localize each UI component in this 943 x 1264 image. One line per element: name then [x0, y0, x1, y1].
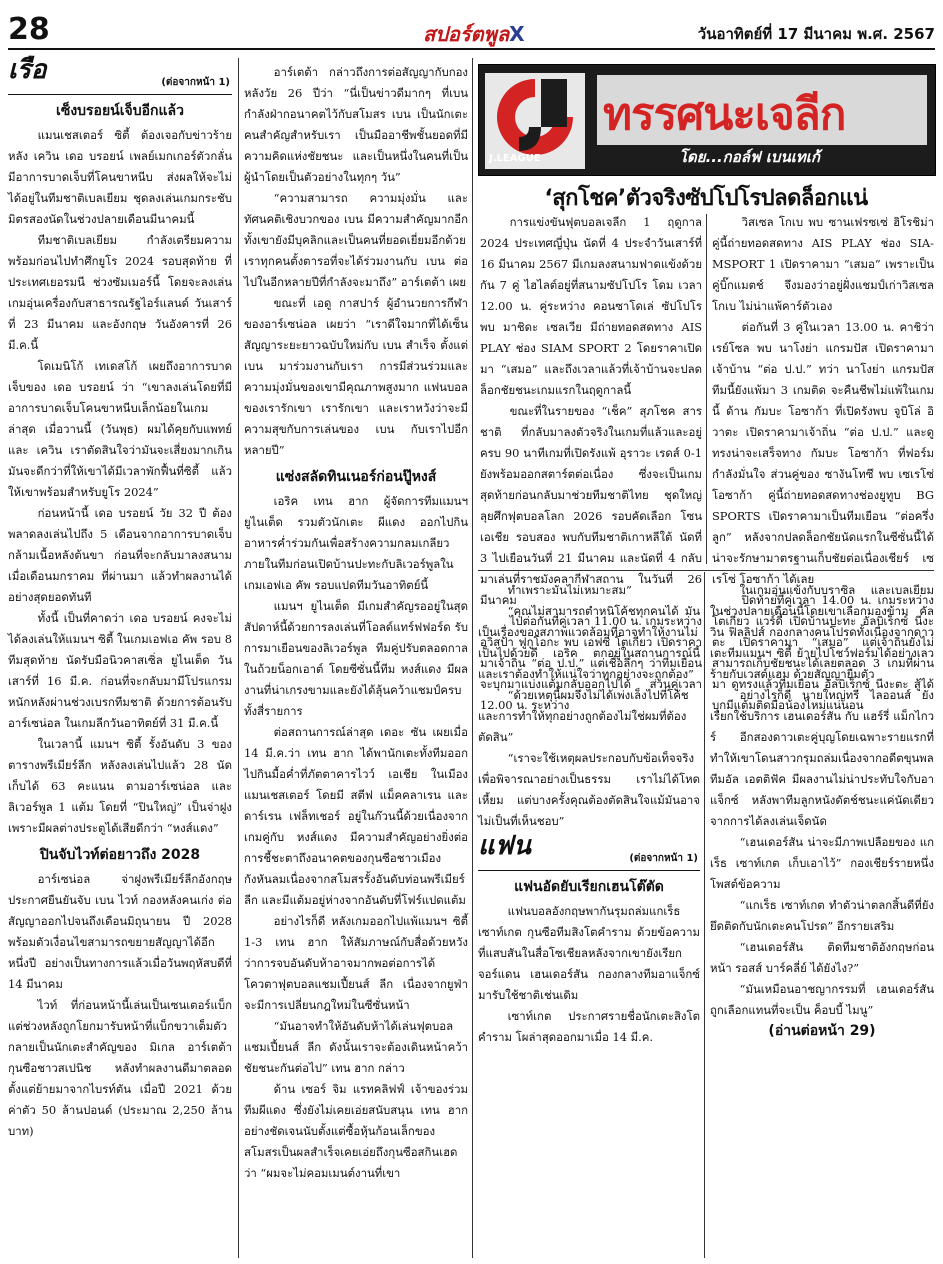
paragraph: เซาท์เกต ประกาศรายชื่อนักเตะสิงโตคำราม โผล่าสุดออกมาเมื่อ 14 มี.ค. — [478, 1009, 700, 1044]
section-title: แฟน — [478, 831, 531, 861]
paragraph: ต่อสถานการณ์ล่าสุด เดอะ ซัน เผยเมื่อ 14 มี.ค.ว่า เทน ฮาก ได้พานักเตะทั้งทีมออกไปกินมื้อค่ำที่ภัตตาคารไวว์ เอเชีย ในเมืองแมนเชสเตอร์ โดยมี สตีฟ แม็คคลาเรน และ ดาร์เรน เฟล็ทเชอร์ อยู่ในก๊วนนี้ด้วยเนื่องจากเกมคู่กับ หงส์แดง มีความสำคัญอย่างยิ่งต่อการชี้ชะตาถึงอนาคตของกุนซือชาวเมืองกังหันลมเนื่องจากสโมสรรั้งอันดับท่อนพรีเมียร์ลีก และมีแต้มอยู่ห่างจากอันดับที่โฟร์แปดแต้ม — [244, 725, 468, 907]
paragraph: “มันอาจทำให้อันดับห้าได้เล่นฟุตบอลแชมเปี้ยนส์ ลีก ดังนั้นเราจะต้องเดินหน้าคว้าชัยชนะกันต่อไป” เทน ฮาก กล่าว — [244, 1019, 468, 1075]
paragraph: “เราจะใช้เหตุผลประกอบกับข้อเท็จจริงเพื่อพิจารณาอย่างเป็นธรรม เราไม่ได้โหดเหี้ยม แต่บางครั้งคุณต้องตัดสินใจแม้มันอาจไม่เป็นที่เห็นชอบ” — [478, 751, 700, 828]
column-1 — [8, 55, 232, 1258]
article-heading: แฟนอัดยับเรียกเฮนโต๊ตัด — [514, 879, 664, 895]
continued-label: (ต่อจากหน้า 1) — [629, 853, 698, 864]
paragraph: อาร์เซน่อล จ่าฝูงพรีเมียร์ลีกอังกฤษ ประกาศยืนยันจับ เบน ไวท์ กองหลังคนเก่ง ต่อสัญญาออกไปจนถึงเดือนมิถุนายน ปี 2028 พร้อมตัวเงื่อนไขสามารถขยายสัญญาได้อีกหนึ่งปี อย่างเป็นทางการแล้วเมื่อวันพฤหัสบดีที่ 14 มีนาคม — [8, 872, 232, 991]
paragraph: แฟนบอลอังกฤษพากันรุมถล่มแกเร็ธ เซาท์เกต กุนซือทีมสิงโตคำราม ด้วยข้อความที่แสบสันในสื่อโซเชียลหลังจากเขายังเรียก จอร์แดน เฮนเดอร์สัน กองกลางทีมอาแจ็กซ์ มารับใช้ชาติเช่นเดิม — [478, 904, 700, 1002]
paragraph: ในเวลานี้ แมนฯ ซิตี้ รั้งอันดับ 3 ของตารางพรีเมียร์ลีก หลังลงเล่นไปแล้ว 28 นัด เก็บได้ 63 คะแนน ตามอาร์เซน่อล และลิเวอร์พูล 1 แต้ม โดยที่ “ปินใหญ่” เป็นจ่าฝูงเพราะมีผลต่างประตูได้เสียดีกว่า “หงส์แดง” — [8, 737, 232, 835]
paragraph: “ความสามารถ ความมุ่งมั่น และทัศนคติเชิงบวกของ เบน มีความสำคัญมากอีกทั้งเขายังมีบุคลิกและเป็นคนที่ยอดเยี่ยมอีกด้วย เราทุกคนตั้งตารอที่จะได้ร่วมงานกับ เบน ต่อไปในอีกหลายปีที่กำลังจะมาถึง” อาร์เตต้า เผย — [244, 191, 468, 289]
paragraph: วิสเซล โกเบ พบ ซานเฟรซเซ่ ฮิโรชิม่า คู่นี้ถ่ายทอดสดทาง AIS PLAY ช่อง SIA-MSPORT 1 เปิดราคามา “เสมอ” เพราะเป็นคู่บิ๊กแมตช์ จึงมองว่าอยู่ฝั่งแชมป์เก่าวิสเซล โกเบ ไม่น่าแพ้คาร์ตัวเอง — [712, 215, 934, 313]
paragraph: “คุณไม่สามารถตำหนิโค้ชทุกคนได้ มันเป็นเรื่องของสภาพแวดล้อมที่อาจทำให้งานไม่เป็นไปด้วยดี เอริค ตกอยู่ในสถานการณ์นี้ และเราต้องทำให้แน่ใจว่าทุกอย่างจะถูกต้อง” — [478, 604, 700, 681]
section-header — [8, 55, 232, 95]
paragraph: อาร์เตต้า กล่าวถึงการต่อสัญญากับกองหลังวัย 26 ปีว่า “นี่เป็นข่าวดีมากๆ ที่เบน กำลังฝ่ากอนาคตไว้กับสโมสร เบน เป็นนักเตะคนสำคัญสำหรับเรา เป็นมืออาชีพชั้นยอดที่มีความคิดแห่งชัยชนะ และเป็นหนึ่งในคนที่เป็นผู้นำโดยเป็นตัวอย่างในทุกๆ วัน” — [244, 65, 468, 184]
column-divider — [238, 58, 239, 1258]
page-number: 28 — [8, 12, 50, 47]
column-4 — [710, 580, 934, 1258]
paragraph: “ด้วยเหตุนี้ผมจึงไม่ได้เพ่งเล็งไปที่โค้ช และการทำให้ทุกอย่างถูกต้องไม่ใช่ผมที่ต้องตัดสิน” — [478, 688, 689, 744]
paragraph: อย่างไรก็ดี หลังเกมออกไปแพ้แมนฯ ซิตี้ 1-3 เทน ฮาก ให้สัมภาษณ์กับสื่อด้วยหวังว่าการจบอันดับห้าอาจมากพอต่อการได้โควตาฟุตบอลแชมเปี้ยนส์ ลีก เนื่องจากยูฟ่า จะมีการเปลี่ยนกฎใหม่ในซีซั่นหน้า — [244, 914, 468, 1012]
banner-byline: โดย...กอล์ฟ เบนเทเก้ — [679, 148, 820, 166]
page-header — [8, 8, 935, 50]
paragraph: ไวท์ ที่ก่อนหน้านี้เล่นเป็นเซนเตอร์แบ็กแต่ช่วงหลังถูกโยกมารับหน้าที่แบ็กขวาเต็มตัว กลายเป็นนักเตะสำคัญของ มิเกล อาร์เตต้า กุนซือชาวสเปนิช หลังทำผลงานดีมาตลอดตั้งแต่ย้ายมาจากไบรท์ตัน เมื่อปี 2021 ด้วยค่าตัว 50 ล้านปอนด์ (ประมาณ 2,250 ล้านบาท) — [8, 998, 232, 1138]
logo-text: สปอร์ตพูล — [423, 22, 510, 46]
paragraph: ทั้งนี้ เป็นที่คาดว่า เดอ บรอยน์ คงจะไม่ได้ลงเล่นให้แมนฯ ซิตี้ ในเกมเอฟเอ คัพ รอบ 8 ทีมสุดท้าย นัดรับมือนิวคาสเซิ่ล ยูไนเต็ด วันเสาร์ที่ 16 มี.ค. ก่อนที่จะกลับมามีโปรแกรมหนักหลังผ่านช่วงเบรกทีมชาติ ด้วยการต้อนรับอาร์เซน่อล ในเกมลีกวันอาทิตย์ที่ 31 มี.ค.นี้ — [8, 611, 232, 730]
feature-bottom-rule — [478, 570, 934, 571]
paragraph: โดเมนิโก้ เทเดสโก้ เผยถึงอาการบาดเจ็บของ เดอ บรอยน์ ว่า “เขาลงเล่นโดยที่มีอาการบาดเจ็บโคนขาหนีบเล็กน้อยในเกมล่าสุด เมื่อวานนี้ (วันพุธ) ผมได้คุยกับแพทย์ และ เควิน เราตัดสินใจว่ามันจะเสี่ยงมากเกิน มันจะดีกว่าที่ให้เขาได้มีเวลาพักฟื้นที่ซิตี้ แล้วให้เขาพร้อมสำหรับยูโร 2024” — [8, 359, 232, 499]
league-label: J.LEAGUE — [489, 153, 541, 164]
paragraph: อย่างไรก็ดี นายใหญ่ทรี ไลออนส์ ยังเรียกใช้บริการ เฮนเดอร์สัน กับ แฮร์รี่ แม็กไกวร์ อีกสองดาวเตะคู่บุญโดยเฉพาะรายแรกที่ทำให้เขาโดนสาวกรุมถล่มเนื่องจากอดีตขุนพลทีมอัล เอตติฟัค มีผลงานไม่น่าประทับใจกับอาแจ็กซ์ หลังพาทีมลูกหนังดัตช์ชนะแค่นัดเดียวจากการได้ลงเล่นเจ็ดนัด — [710, 688, 934, 828]
paragraph: “แกเร็ธ เซาท์เกต ทำตัวน่าตลกสิ้นดีที่ยังยึดติดกับนักเตะคนโปรด” อีกรายเสริม — [710, 898, 934, 933]
continued-on-page: (อ่านต่อหน้า 29) — [768, 1023, 876, 1039]
paragraph: ก่อนหน้านี้ เดอ บรอยน์ วัย 32 ปี ต้องพลาดลงเล่นไปถึง 5 เดือนจากอาการบาดเจ็บกล้ามเนื้อหลังต้นขา ก่อนที่จะกลับมาลงสนามเมื่อเดือนมกราคม ที่ผ่านมา แล้วทำผลงานได้อย่างสุดยอดทันที — [8, 506, 232, 604]
paragraph: ด้าน เซอร์ จิม แรทคลิฟฟ์ เจ้าของร่วมทีมผีแดง ซึ่งยังไม่เคยเอ่ยสนับสนุน เทน ฮาก อย่างชัดเจนนับตั้งแต่ซื้อหุ้นก้อนเล็กของสโมสรเป็นผลสำเร็จเคยเอ่ยถึงกุนซือสกินเฮดว่า “ผมจะไม่คอมเมนต์งานที่เขา — [244, 1082, 468, 1180]
paragraph: “เฮนเดอร์สัน น่าจะมีภาพเปลือยของ แกเร็ธ เซาท์เกต เก็บเอาไว้” กองเชียร์รายหนึ่งโพสต์ข้อความ — [710, 835, 934, 891]
paragraph: ในเกมอุ่นแข้งกับบราซิล และเบลเยียม ในช่วงปลายเดือนนี้โดยเขาเลือกมองข้าม คัลวิน ฟิลลิปส์ กองกลางคนโปรดทั้งเนื่องจากดาวเตะทีมแมนฯ ซิตี้ ย้ายไปโชว์ฟอร์มได้อย่างเลวร้ายกับเวสต์แฮม ด้วยสัญญายืมตัว — [710, 583, 934, 681]
paragraph: แมนเชสเตอร์ ซิตี้ ต้องเจอกับข่าวร้ายหลัง เควิน เดอ บรอยน์ เพลย์เมกเกอร์ตัวกลั่น มีอาการบาดเจ็บที่โคนขาหนีบ ส่งผลให้จะไม่ได้อยู่ในทีมชาติเบลเยียม ชุดลงเล่นเกมกระชับมิตรสองนัดในช่วงปลายเดือนมีนาคมนี้ — [8, 128, 232, 226]
column-divider — [704, 572, 705, 1258]
logo-x: X — [509, 22, 525, 46]
column-3 — [478, 580, 700, 1258]
paragraph: ปิดท้ายที่คู่เวลา 14.00 น. เกมระหว่าง โตเกียว แวร์ดี้ เปิดบ้านปะทะ อัลบิเร็กซ์ นีงะตะ เปิดราคามา “เสมอ” แต่เจ้าถิ่นยังไม่สามารถเก็บชัยชนะได้เลยตลอด 3 เกมที่ผ่านมา ดูทรงแล้วทีมเยือน อัลบิเร็กซ์ นีงะตะ สู้ได้ บุกมีแต้มติดมือน้องไหม่แน่นอน — [712, 593, 934, 712]
article-heading: เซ็งบรอยน์เจ็บอีกแล้ว — [56, 103, 184, 119]
paragraph: การแข่งขันฟุตบอลเจลีก 1 ฤดูกาล 2024 ประเทศญี่ปุ่น นัดที่ 4 ประจำวันเสาร์ที่ 16 มีนาคม 2567 มีเกมลงสนามฟาดแข้งด้วยกัน 7 คู่ ไฮไลต์อยู่ที่สนามซัปโปโร โดม เวลา 12.00 น. คู่ระหว่าง คอนซาโดเล่ ซัปโปโร พบ มาชิดะ เซลเวีย มีถ่ายทอดสดทาง AIS PLAY ช่อง SIAM SPORT 2 โดยราคาเปิดมา “เสมอ” และถึงเวลาแล้วที่เจ้าบ้านจะปลดล็อกชัยชนะเกมแรกในฤดูกาลนี้ — [480, 215, 702, 397]
column-divider — [472, 58, 473, 1258]
paragraph: ทำเพราะมันไม่เหมาะสม” — [507, 583, 632, 597]
banner-title: ทรรศนะเจลีก — [603, 89, 846, 140]
column-2 — [244, 62, 468, 1258]
paragraph: ทีมชาติเบลเยียม กำลังเตรียมความพร้อมก่อนไปทำศึกยูโร 2024 รอบสุดท้าย ที่ประเทศเยอรมนี ช่วงซัมเมอร์นี้ โดยจะลงเล่นเกมอุ่นเครื่องกับสาธารณรัฐไอร์แลนด์ วันเสาร์ที่ 23 มีนาคม และอังกฤษ วันอังคารที่ 26 มี.ค.นี้ — [8, 233, 232, 352]
issue-date: วันอาทิตย์ที่ 17 มีนาคม พ.ศ. 2567 — [697, 25, 935, 43]
feature-headline: ‘สุกโชค’ตัวจริงซัปโปโรปลดล็อกแน่ — [544, 186, 868, 211]
article-heading: แซ่งสลัดทินเนอร์ก่อนปู๊หงส์ — [275, 469, 437, 485]
paragraph: ไปต่อกันที่คู่เวลา 11.00 น. เกมระหว่าง อวิสป้า ฟูกูโอกะ พบ เอฟซี โตเกียว เปิดราคามาเจ้าถิ่น “ต่อ ป.ป.” แต่เชื่อลึกๆ ว่าทีมเยือนจะบุกมาแบ่งแต้มกลับออกไปได้ ส่วนคู่เวลา 12.00 น. ระหว่าง — [480, 614, 702, 712]
article-heading: ปินจับไวท์ต่อยาวถึง 2028 — [39, 847, 201, 863]
paragraph: ขณะที่ เอดู กาสปาร์ ผู้อำนวยการกีฬาของอาร์เซน่อล เผยว่า “เราดีใจมากที่ได้เซ็นสัญญาระยะยาวฉบับใหม่กับ เบน สำเร็จ ตั้งแต่ เบน มาร่วมงานกับเรา การมีส่วนร่วมและความมุ่งมั่นของเขามีคุณภาพสูงมาก แฟนบอลของเรารักเขา เรารักเขา และเราหวังว่าจะมีความสุขกับการเล่นของ เบน กับเราไปอีกหลายปี” — [244, 296, 468, 457]
section-header — [478, 831, 700, 871]
paragraph: ขณะที่ในรายของ “เช็ค” สุภโชค สารชาติ ที่กลับมาลงตัวจริงในเกมที่แล้วและอยู่ครบ 90 นาทีเกมที่เปิดรังแพ้ อุราวะ เรดส์ 0-1 ยังพร้อมออกสตาร์ตต่อเนื่อง ซึ่งจะเป็นเกมสุดท้ายก่อนกลับมาช่วยทีมชาติไทย ชุดใหญ่ ลุยศึกฟุตบอลโลก 2026 รอบคัดเลือก โซนเอเชีย รอบสอง พบกับทีมชาติเกาหลีใต้ นัดที่ 3 ไปเยือนวันที่ 21 มีนาคม และนัดที่ 4 กลับมาเล่นที่ราชมังคลากีฬาสถาน ในวันที่ 26 มีนาคม — [480, 404, 702, 607]
paragraph: เอริค เทน ฮาก ผู้จัดการทีมแมนฯ ยูไนเต็ด รวมตัวนักเตะ ผีแดง ออกไปกินอาหารค่ำร่วมกันเพื่อสร้างความกลมเกลียวภายในทีมก่อนเปิดบ้านปะทะกับลิเวอร์พูลในเกมเอฟเอ คัพ รอบแปดทีมวันอาทิตย์นี้ — [244, 494, 468, 592]
continued-label: (ต่อจากหน้า 1) — [161, 77, 230, 88]
section-title: เรือ — [8, 55, 47, 85]
paragraph: “มันเหมือนอาชญากรรมที่ เฮนเดอร์สัน ถูกเลือกแทนที่จะเป็น ค็อบบี้ ไมนู” — [710, 982, 934, 1017]
paragraph: แมนฯ ยูไนเต็ด มีเกมสำคัญรออยู่ในสุดสัปดาห์นี้ด้วยการลงเล่นที่โอลด์แทร์ฟฟอร์ด รับการมาเยือนของลิเวอร์พูล ทีมคู่ปรับตลอดกาลในถ้วยน็อกเอาต์ โดยซีซั่นนี้ทีม หงส์แดง มีผลงานที่น่าเกรงขามและยังได้ลุ้นคว้าแชมป์ครบทั้งสี่รายการ — [244, 599, 468, 718]
column-divider — [706, 214, 707, 564]
paragraph: “เฮนเดอร์สัน ติดทีมชาติอังกฤษก่อนหน้า รอสส์ บาร์คลี่ย์ ได้ยังไง?” — [710, 940, 934, 975]
newspaper-logo — [423, 18, 525, 50]
paragraph: ต่อกันที่ 3 คู่ในเวลา 13.00 น. คาชิว่า เรย์โซล พบ นาโงย่า แกรมปัส เปิดราคามาเจ้าบ้าน “ต่อ ป.ป.” ทว่า นาโงย่า แกรมปัส ทีมนี้ยังแพ้มา 3 เกมติด จะคืนชีพไม่แพ้ในเกมนี้ ด้าน กัมบะ โอซาก้า ที่เปิดรังพบ จูบิโล่ อิวาตะ เปิดราคามาเจ้าถิ่น “ต่อ ป.ป.” และดูทรงน่าจะเสร็จทาง กัมบะ โอซาก้า ที่ฟอร์มกำลังมั่นใจ ส่วนคู่ของ ซางันโทซึ พบ เซเรโซ่ โอซาก้า คู่นี้ถ่ายทอดสดทางช่องยูทูบ BG SPORTS เปิดราคามาเป็นทีมเยือน “ต่อครึ่งลูก” หลังจากปลดล็อกชัยนัดแรกในซีซั่นนี้ได้ น่าจะรักษามาตรฐานเก็บชัยต่อเนื่องเชียร์ เซเรโซ่ โอซาก้า ได้เลย — [712, 320, 934, 586]
feature-banner — [478, 64, 936, 176]
